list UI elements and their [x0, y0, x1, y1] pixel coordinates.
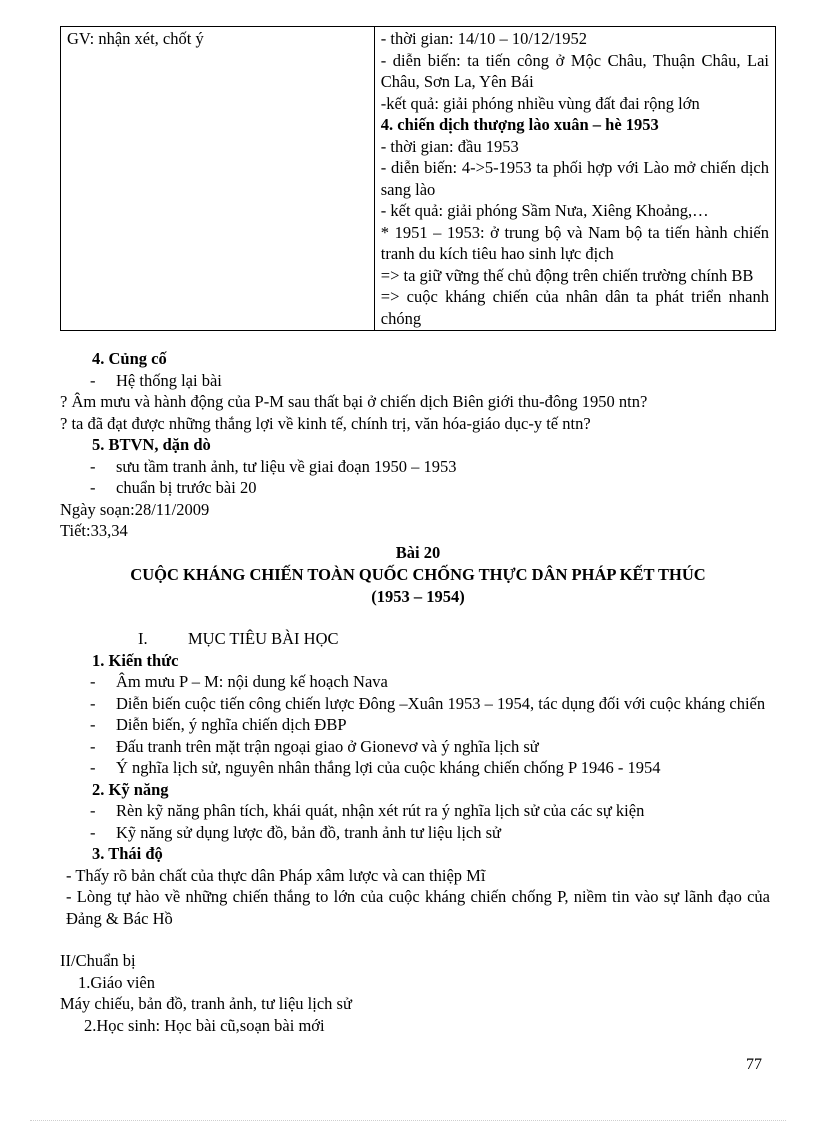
date-prepared: Ngày soạn:28/11/2009	[60, 499, 210, 519]
table-line: - diễn biến: ta tiến công ở Mộc Châu, Thuận Châu, Lai Châu, Sơn La, Yên Bái	[380, 50, 769, 91]
list-item: - Rèn kỹ năng phân tích, khái quát, nhận xét rút ra ý nghĩa lịch sử của các sự kiện	[90, 801, 645, 820]
list-item: - Âm mưu P – M: nội dung kế hoạch Nava	[90, 672, 388, 691]
skills-heading: 2. Kỹ năng	[92, 779, 169, 799]
consolidation-heading: 4. Củng cố	[92, 349, 167, 368]
lesson-title: CUỘC KHÁNG CHIẾN TOÀN QUỐC CHỐNG THỰC DÂN PHÁP KẾT THÚC	[130, 565, 706, 584]
table-line: => ta giữ vững thế chủ động trên chiến trường chính BB	[380, 265, 754, 285]
objectives-section	[66, 628, 770, 929]
attitude-item: - Thấy rõ bản chất của thực dân Pháp xâm lược và can thiệp Mĩ	[66, 865, 486, 885]
consolidation-section	[60, 348, 770, 542]
lesson-title-years: (1953 – 1954)	[371, 587, 465, 606]
table-line: * 1951 – 1953: ở trung bộ và Nam bộ ta tiến hành chiến tranh du kích tiêu hao sinh lực địch	[380, 222, 769, 263]
preparation-heading: II/Chuẩn bị	[60, 951, 136, 970]
objectives-title: I. MỤC TIÊU BÀI HỌC	[138, 629, 339, 648]
list-item: - Kỹ năng sử dụng lược đồ, bản đồ, tranh ảnh tư liệu lịch sử	[90, 822, 501, 842]
table-line: - thời gian: đầu 1953	[380, 136, 519, 156]
teacher-heading: 1.Giáo viên	[78, 972, 155, 992]
lesson-table	[60, 26, 776, 331]
student-preparation: 2.Học sinh: Học bài cũ,soạn bài mới	[84, 1015, 325, 1035]
content-cell	[374, 27, 775, 331]
page-number: 77	[746, 1056, 762, 1073]
list-item: - Hệ thống lại bài	[90, 370, 222, 390]
review-question: ? ta đã đạt được những thắng lợi về kinh tế, chính trị, văn hóa-giáo dục-y tế ntn?	[60, 413, 591, 433]
attitude-item: - Lòng tự hào về những chiến thắng to lớn của cuộc kháng chiến chống P, niềm tin vào sự lãnh đạo của Đảng & Bác Hồ	[66, 887, 770, 928]
list-item: - Diễn biến cuộc tiến công chiến lược Đông –Xuân 1953 – 1954, tác dụng đối với cuộc kháng chiến	[90, 693, 766, 713]
table-subheading: 4. chiến dịch thượng lào xuân – hè 1953	[380, 115, 659, 134]
list-item: - Diễn biến, ý nghĩa chiến dịch ĐBP	[90, 715, 347, 734]
teacher-activity-cell: GV: nhận xét, chốt ý	[61, 27, 375, 331]
list-item: - Ý nghĩa lịch sử, nguyên nhân thắng lợi của cuộc kháng chiến chống P 1946 - 1954	[90, 758, 661, 777]
preparation-section	[60, 950, 764, 1036]
homework-heading: 5. BTVN, dặn dò	[92, 435, 211, 454]
attitude-heading: 3. Thái độ	[92, 844, 163, 863]
list-item: - Đấu tranh trên mặt trận ngoại giao ở Gionevơ và ý nghĩa lịch sử	[90, 736, 539, 756]
knowledge-heading: 1. Kiến thức	[92, 650, 179, 670]
table-line: - thời gian: 14/10 – 10/12/1952	[380, 29, 588, 48]
teacher-materials: Máy chiếu, bản đồ, tranh ảnh, tư liệu lịch sử	[60, 994, 352, 1013]
list-item: - chuẩn bị trước bài 20	[90, 478, 257, 497]
table-line: -kết quả: giải phóng nhiều vùng đất đai rộng lớn	[380, 93, 700, 113]
list-item: - sưu tầm tranh ảnh, tư liệu về giai đoạn 1950 – 1953	[90, 456, 457, 476]
table-line: - diễn biến: 4->5-1953 ta phối hợp với Lào mở chiến dịch sang lào	[380, 158, 769, 199]
review-question: ? Âm mưu và hành động của P-M sau thất bại ở chiến dịch Biên giới thu-đông 1950 ntn?	[60, 392, 648, 411]
period-number: Tiết:33,34	[60, 521, 128, 540]
table-line: => cuộc kháng chiến của nhân dân ta phát triển nhanh chóng	[380, 287, 769, 328]
lesson-number: Bài 20	[395, 543, 441, 562]
footer-divider	[30, 1120, 786, 1121]
table-line: - kết quả: giải phóng Sầm Nưa, Xiêng Khoảng,…	[380, 201, 709, 220]
